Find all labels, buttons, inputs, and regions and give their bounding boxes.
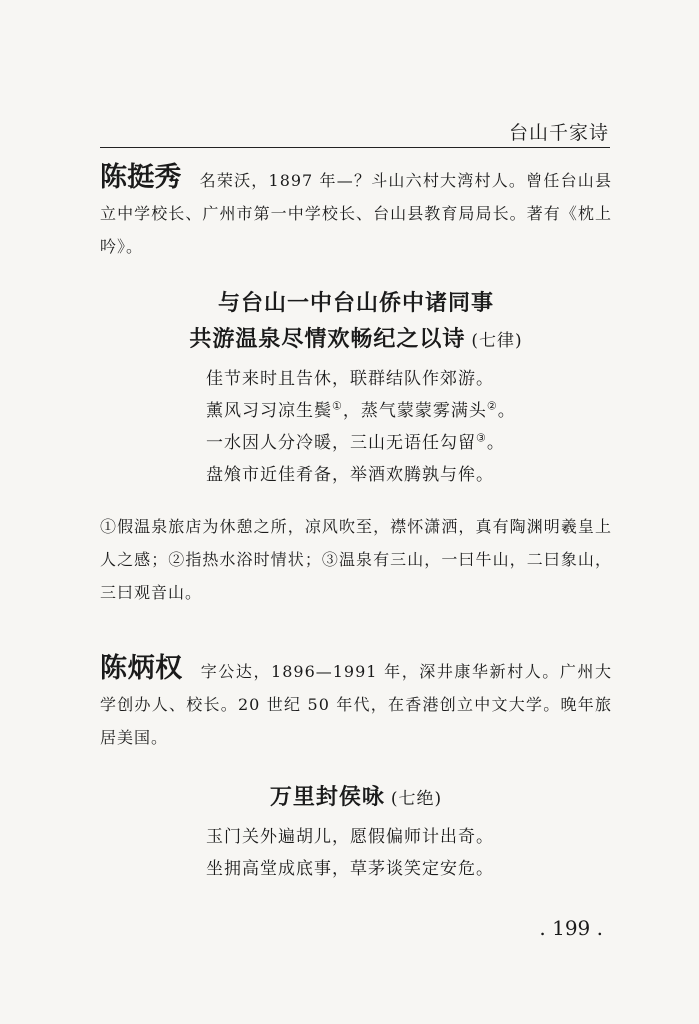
poem-title-line-1: 与台山一中台山侨中诸同事 xyxy=(217,291,494,316)
verse-text: 一水因人分冷暖，三山无语任勾留 xyxy=(206,433,476,453)
author-bio: 名荣沃，1897 年—？斗山六村大湾村人。曾任台山县立中学校长、广州市第一中学校长、台山县教育局局长。著有《枕上吟》。 xyxy=(100,171,613,256)
footnote-marker: ② xyxy=(486,399,498,413)
verse-text: 。 xyxy=(486,433,505,453)
poem-line xyxy=(206,396,516,421)
poem-line: 佳节来时且告休，联群结队作郊游。 xyxy=(206,369,494,389)
poem-line: 玉门关外遍胡儿，愿假偏师计出奇。 xyxy=(206,827,494,847)
verse-text: 。 xyxy=(497,401,516,421)
verse-text: ，蒸气蒙蒙雾满头 xyxy=(342,401,487,421)
author-bio: 字公达，1896—1991 年，深井康华新村人。广州大学创办人、校长。20 世纪 50 年代，在香港创立中文大学。晚年旅居美国。 xyxy=(100,662,613,747)
poem-form: (七绝) xyxy=(390,789,443,809)
header-rule xyxy=(100,147,610,148)
poem-title-line-2-text: 共游温泉尽情欢畅纪之以诗 xyxy=(189,327,466,352)
footnote-marker: ③ xyxy=(476,431,487,445)
bio-entry-2 xyxy=(100,652,612,754)
footnotes: ①假温泉旅店为休憩之所，凉风吹至，襟怀潇洒，真有陶渊明羲皇上人之感；②指热水浴时情状；③温泉有三山，一曰牛山，二曰象山，三曰观音山。 xyxy=(100,517,612,602)
verse-text: 薰风习习凉生鬓 xyxy=(206,401,332,421)
poem-title xyxy=(100,780,612,811)
poem-title-line-2 xyxy=(100,322,612,353)
author-name: 陈炳权 xyxy=(100,653,183,684)
poem-title-text: 万里封侯咏 xyxy=(269,785,385,810)
poem-form: (七律) xyxy=(471,331,523,351)
running-header-title: 台山千家诗 xyxy=(508,122,609,144)
page-number: . 199 . xyxy=(539,916,603,940)
poem-line: 坐拥高堂成底事，草茅谈笑定安危。 xyxy=(206,859,494,879)
poem-line: 盘飧市近佳肴备，举酒欢腾孰与侔。 xyxy=(206,465,494,485)
author-name: 陈挺秀 xyxy=(100,162,182,193)
footnote-marker: ① xyxy=(332,399,343,413)
poem-line xyxy=(206,428,505,453)
bio-entry-1 xyxy=(100,161,612,263)
